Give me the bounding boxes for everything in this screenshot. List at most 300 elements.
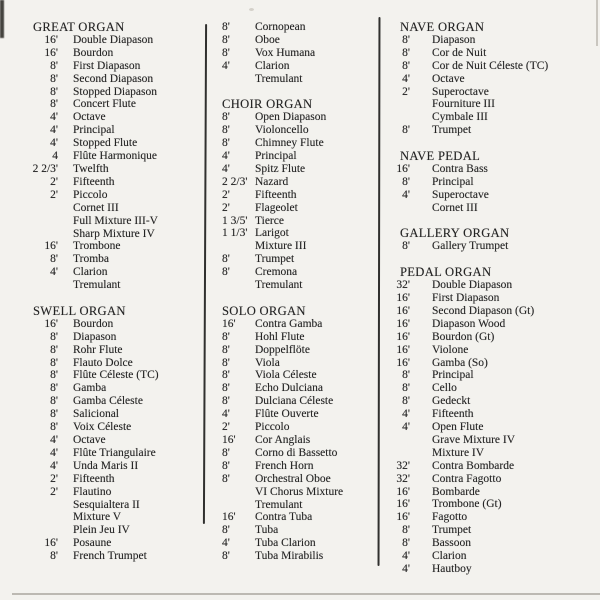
stop-pitch: 16' (396, 317, 410, 330)
stop-pitch: 32' (396, 472, 410, 485)
stop-row (390, 202, 548, 215)
stop-pitch: 8' (50, 59, 58, 72)
stop-row (390, 47, 548, 60)
stop-name: Flûte Harmonique (73, 150, 157, 163)
stop-pitch: 8' (402, 46, 410, 59)
stop-row (390, 563, 548, 576)
stop-name: Cor de Nuit (432, 46, 487, 59)
stop-name: Fifteenth (73, 175, 115, 188)
stop-pitch: 1 3/5' (222, 214, 248, 227)
stop-pitch: 16' (396, 291, 410, 304)
stop-row (214, 124, 343, 137)
stop-name: Gallery Trumpet (432, 240, 509, 253)
stop-row (214, 537, 343, 550)
stop-row (32, 137, 159, 150)
stop-pitch: 8' (50, 369, 58, 382)
stop-pitch: 8' (222, 472, 230, 485)
stop-pitch: 16' (44, 537, 58, 550)
stop-name: Contra Bass (432, 162, 488, 175)
column-divider-1 (203, 24, 207, 524)
stop-name: Principal (432, 175, 474, 188)
stop-pitch: 2' (50, 485, 58, 498)
stop-pitch: 16' (396, 343, 410, 356)
stop-name: Bourdon (73, 317, 114, 330)
stop-pitch: 4' (402, 408, 410, 421)
stop-row (214, 395, 343, 408)
stop-row (214, 486, 343, 499)
stop-pitch: 8' (402, 382, 410, 395)
stop-row (214, 47, 343, 60)
stop-row (214, 382, 343, 395)
stop-row (390, 318, 548, 331)
stop-row (32, 447, 159, 460)
stop-row (390, 279, 548, 292)
stop-pitch: 4 (52, 150, 58, 163)
stop-pitch: 16' (44, 240, 58, 253)
stop-name: French Horn (255, 459, 314, 472)
stop-row (390, 421, 548, 434)
section-title-nave-organ: NAVE ORGAN (400, 20, 485, 34)
stop-row (214, 202, 343, 215)
stop-row (32, 124, 159, 137)
stop-row (32, 228, 159, 241)
stop-pitch: 4' (50, 111, 58, 124)
stop-pitch: 4' (50, 124, 58, 137)
stop-pitch: 8' (50, 72, 58, 85)
stop-pitch: 8' (222, 137, 230, 150)
stop-row (32, 34, 159, 47)
stop-pitch (214, 486, 248, 499)
stop-pitch: 2' (50, 175, 58, 188)
stop-name: Cor Anglais (255, 433, 311, 446)
stop-row (214, 369, 343, 382)
stop-name: Piccolo (73, 188, 108, 201)
stop-pitch: 16' (396, 511, 410, 524)
stop-row (32, 47, 159, 60)
stop-name: Cornet III (73, 201, 119, 214)
stop-row (214, 240, 343, 253)
stop-pitch: 8' (402, 33, 410, 46)
stop-row (32, 369, 159, 382)
stop-name: Mixture IV (432, 446, 485, 459)
stop-pitch: 2' (402, 85, 410, 98)
stop-row (32, 421, 159, 434)
stop-pitch: 32' (396, 279, 410, 292)
stop-name: Principal (73, 124, 115, 137)
stop-row (32, 460, 159, 473)
stop-pitch: 8' (50, 382, 58, 395)
stop-pitch (214, 73, 248, 86)
stop-row (390, 537, 548, 550)
stop-name: Flûte Céleste (TC) (73, 369, 159, 382)
stop-row (214, 550, 343, 563)
stop-row (390, 344, 548, 357)
stop-row (32, 434, 159, 447)
stop-pitch: 16' (44, 317, 58, 330)
stop-name: Tromba (73, 253, 109, 266)
stop-row (390, 60, 548, 73)
stop-row (214, 266, 343, 279)
stop-pitch: 8' (402, 369, 410, 382)
stop-pitch: 8' (50, 330, 58, 343)
stop-pitch: 8' (402, 124, 410, 137)
stop-name: Larigot (255, 227, 289, 240)
stop-row (214, 524, 343, 537)
stop-pitch: 8' (222, 21, 230, 33)
stop-name: Trombone (73, 240, 121, 253)
stop-name: Principal (432, 369, 474, 382)
stop-pitch: 16' (396, 356, 410, 369)
stop-name: Cymbale III (432, 111, 488, 124)
stop-name: Mixture V (73, 511, 122, 524)
stop-pitch: 8' (402, 175, 410, 188)
stop-pitch: 4' (402, 563, 410, 576)
organ-section-swell-organ (32, 305, 159, 563)
stop-pitch (32, 202, 58, 215)
stop-name: Tremulant (255, 72, 303, 85)
stop-row (214, 253, 343, 266)
stop-name: Flauto Dolce (73, 356, 133, 369)
organ-section-continued (214, 21, 343, 86)
stop-row (32, 215, 159, 228)
stop-name: Superoctave (432, 85, 489, 98)
stop-row (32, 344, 159, 357)
stop-name: Trumpet (255, 253, 295, 266)
stop-row (32, 524, 159, 537)
stop-name: Second Diapason (Gt) (432, 304, 535, 317)
stop-row (214, 331, 343, 344)
stop-row (390, 331, 548, 344)
stop-name: Contra Gamba (255, 317, 323, 330)
stop-pitch: 4' (50, 433, 58, 446)
stop-row (32, 60, 159, 73)
stop-row (214, 215, 343, 228)
stop-row (214, 150, 343, 163)
stop-row (32, 163, 159, 176)
stop-pitch: 8' (402, 524, 410, 537)
stoplist-column-1 (32, 21, 159, 563)
stop-row (390, 98, 548, 111)
stop-name: Octave (73, 433, 106, 446)
stop-name: Trumpet (432, 524, 472, 537)
stop-name: Cornet III (432, 201, 478, 214)
stop-name: Corno di Bassetto (255, 446, 338, 459)
stop-row (390, 305, 548, 318)
stop-name: Voix Céleste (73, 421, 132, 434)
stop-row (390, 73, 548, 86)
stop-row (32, 382, 159, 395)
stop-name: Fourniture III (432, 98, 495, 111)
stop-pitch: 8' (222, 124, 230, 137)
stop-row (32, 395, 159, 408)
stop-row (32, 550, 159, 563)
stop-name: Double Diapason (432, 279, 513, 292)
organ-section-nave-pedal (390, 150, 548, 215)
stop-name: Contra Bombarde (432, 459, 515, 472)
stop-row (214, 21, 343, 34)
stop-pitch: 8' (50, 343, 58, 356)
stop-row (390, 486, 548, 499)
stop-row (214, 279, 343, 292)
stop-pitch: 4' (50, 446, 58, 459)
stop-row (390, 111, 548, 124)
stop-pitch (214, 499, 248, 512)
stop-name: Viola (255, 356, 280, 369)
stop-name: Diapason (73, 330, 117, 343)
stop-pitch: 8' (402, 240, 410, 253)
scan-smudge (249, 8, 254, 11)
stop-pitch: 4' (222, 150, 230, 163)
stop-row (390, 550, 548, 563)
stop-row (214, 447, 343, 460)
stop-name: Violoncello (255, 124, 309, 137)
stop-pitch: 16' (396, 330, 410, 343)
stop-name: Stopped Flute (73, 137, 138, 150)
stop-row (390, 240, 548, 253)
stop-pitch: 8' (50, 550, 58, 563)
stop-name: Orchestral Oboe (255, 472, 331, 485)
stop-row (214, 344, 343, 357)
stop-row (32, 486, 159, 499)
stop-name: Hautboy (432, 563, 472, 576)
stop-name: First Diapason (432, 291, 500, 304)
stop-name: Gamba (73, 382, 107, 395)
stop-pitch: 4' (402, 72, 410, 85)
section-title-pedal-organ: PEDAL ORGAN (400, 265, 492, 280)
stop-pitch: 8' (222, 46, 230, 59)
section-title-gallery-organ: GALLERY ORGAN (400, 226, 510, 241)
stop-name: Open Diapason (255, 111, 327, 124)
stop-name: Dulciana Céleste (255, 395, 334, 408)
stop-name: Contra Fagotto (432, 472, 502, 485)
stop-row (214, 473, 343, 486)
stop-name: Bourdon (Gt) (432, 330, 495, 343)
stop-name: Echo Dulciana (255, 382, 324, 395)
stop-row (390, 382, 548, 395)
section-title-swell-organ: SWELL ORGAN (33, 303, 126, 318)
organ-section-nave-organ (390, 21, 548, 137)
stop-row (390, 447, 548, 460)
stop-name: Sharp Mixture IV (73, 227, 155, 240)
stop-pitch: 2' (50, 472, 58, 485)
stop-pitch: 2' (222, 188, 230, 201)
stop-name: Fifteenth (255, 188, 297, 201)
stoplist-column-3 (390, 21, 548, 576)
stop-name: Salicional (73, 408, 119, 421)
section-title-choir-organ: CHOIR ORGAN (222, 97, 313, 112)
stop-pitch (32, 499, 58, 512)
stop-pitch: 8' (222, 382, 230, 395)
stop-name: Open Flute (432, 421, 484, 434)
stop-name: Full Mixture III-V (73, 214, 158, 227)
stop-name: Unda Maris II (73, 459, 139, 472)
stop-name: Flûte Triangulaire (73, 446, 156, 459)
stop-name: Vox Humana (255, 46, 316, 59)
organ-section-gallery-organ (390, 227, 548, 253)
stop-pitch: 8' (50, 421, 58, 434)
stop-pitch: 1 1/3' (222, 227, 248, 240)
stop-name: Rohr Flute (73, 343, 123, 356)
stop-pitch: 8' (50, 85, 58, 98)
stop-name: Fifteenth (73, 472, 115, 485)
stop-name: Clarion (255, 59, 290, 72)
stop-name: Tuba Clarion (255, 537, 316, 550)
stop-row (390, 124, 548, 137)
stop-name: Spitz Flute (255, 162, 306, 175)
organ-section-choir-organ (214, 98, 343, 292)
stop-name: Chimney Flute (255, 137, 324, 150)
stop-pitch: 8' (222, 356, 230, 369)
stop-row (390, 86, 548, 99)
column-divider-2 (378, 17, 381, 566)
stop-name: Sesquialtera II (73, 498, 140, 511)
stop-pitch: 8' (222, 330, 230, 343)
stop-name: Tremulant (255, 498, 303, 511)
stop-pitch: 16' (222, 433, 236, 446)
stop-row (390, 498, 548, 511)
stop-pitch: 4' (222, 59, 230, 72)
stop-name: VI Chorus Mixture (255, 485, 344, 498)
stop-name: Bassoon (432, 537, 471, 550)
stop-pitch: 2 2/3' (222, 175, 248, 188)
stop-pitch: 2 2/3' (32, 162, 58, 175)
stop-pitch: 8' (402, 59, 410, 72)
stop-pitch (390, 202, 410, 215)
stop-pitch: 8' (222, 459, 230, 472)
stop-row (32, 202, 159, 215)
stop-row (214, 227, 343, 240)
stoplist-column-2 (214, 21, 343, 563)
stop-row (32, 408, 159, 421)
stop-name: Bourdon (73, 46, 114, 59)
stop-name: Principal (255, 150, 297, 163)
stop-pitch: 8' (222, 446, 230, 459)
stop-row (32, 473, 159, 486)
stop-row (32, 279, 159, 292)
stop-row (390, 369, 548, 382)
stop-pitch: 32' (396, 459, 410, 472)
stop-pitch: 16' (396, 498, 410, 511)
stop-name: Flageolet (255, 201, 298, 214)
stop-pitch: 16' (44, 33, 58, 46)
stop-pitch: 8' (50, 253, 58, 266)
stop-row (32, 189, 159, 202)
stop-pitch (390, 434, 410, 447)
stop-pitch: 8' (402, 537, 410, 550)
stop-name: Trombone (Gt) (432, 498, 502, 511)
stop-row (390, 189, 548, 202)
stop-row (32, 357, 159, 370)
stop-name: Gamba Céleste (73, 395, 143, 408)
stop-pitch (32, 228, 58, 241)
stop-name: Twelfth (73, 162, 109, 175)
stop-pitch: 16' (396, 485, 410, 498)
stop-pitch: 4' (222, 408, 230, 421)
stop-name: Posaune (73, 537, 112, 550)
organ-section-solo-organ (214, 305, 343, 563)
stop-row (32, 111, 159, 124)
stop-pitch: 8' (222, 395, 230, 408)
stop-row (214, 460, 343, 473)
stop-pitch (32, 524, 58, 537)
stop-pitch: 4' (50, 266, 58, 279)
stop-pitch: 4' (402, 188, 410, 201)
stop-name: Cornopean (255, 21, 306, 33)
stop-row (390, 292, 548, 305)
stop-name: Nazard (255, 175, 289, 188)
stop-row (390, 408, 548, 421)
stop-name: Flûte Ouverte (255, 408, 319, 421)
stop-pitch: 8' (50, 408, 58, 421)
stop-name: Trumpet (432, 124, 472, 137)
stop-pitch: 4' (402, 421, 410, 434)
stop-name: Diapason (432, 33, 476, 46)
stop-row (214, 163, 343, 176)
stop-row (32, 176, 159, 189)
stop-name: Violone (432, 343, 469, 356)
page-bottom-edge-line (12, 593, 600, 595)
organ-section-pedal-organ (390, 266, 548, 576)
stop-name: First Diapason (73, 59, 141, 72)
section-title-solo-organ: SOLO ORGAN (222, 303, 306, 318)
stop-row (214, 511, 343, 524)
stop-pitch (32, 511, 58, 524)
stop-row (214, 357, 343, 370)
stop-name: Contra Tuba (255, 511, 313, 524)
stop-row (32, 240, 159, 253)
stop-pitch: 8' (222, 253, 230, 266)
stop-pitch (390, 111, 410, 124)
stop-row (390, 34, 548, 47)
stop-pitch: 8' (50, 356, 58, 369)
stop-pitch: 8' (222, 33, 230, 46)
stop-pitch: 8' (222, 111, 230, 124)
stop-pitch: 8' (222, 266, 230, 279)
stop-row (390, 163, 548, 176)
stop-pitch (32, 215, 58, 228)
organ-section-great-organ (32, 21, 159, 292)
stop-name: Concert Flute (73, 98, 136, 111)
stop-row (214, 499, 343, 512)
stop-pitch: 4' (50, 137, 58, 150)
stop-pitch: 8' (222, 369, 230, 382)
stop-row (390, 524, 548, 537)
stop-name: Diapason Wood (432, 317, 506, 330)
stop-name: Doppelflöte (255, 343, 310, 356)
stop-pitch: 16' (222, 317, 236, 330)
stop-name: Clarion (73, 266, 108, 279)
section-title-nave-pedal: NAVE PEDAL (400, 149, 481, 164)
stop-pitch (390, 98, 410, 111)
stop-pitch: 4' (50, 459, 58, 472)
stop-name: Tierce (255, 214, 284, 227)
stop-row (390, 473, 548, 486)
stop-pitch: 4' (222, 537, 230, 550)
stop-row (214, 60, 343, 73)
stop-pitch: 8' (222, 343, 230, 356)
stop-row (214, 408, 343, 421)
stop-name: Fagotto (432, 511, 468, 524)
stop-row (214, 176, 343, 189)
stop-pitch: 16' (396, 162, 410, 175)
stop-row (32, 73, 159, 86)
stop-name: Cello (432, 382, 457, 395)
stop-name: French Trumpet (73, 550, 147, 563)
stop-pitch: 4' (402, 550, 410, 563)
stop-name: Double Diapason (73, 33, 154, 46)
page-right-edge-mark (596, 0, 598, 46)
stop-name: Octave (73, 111, 106, 124)
